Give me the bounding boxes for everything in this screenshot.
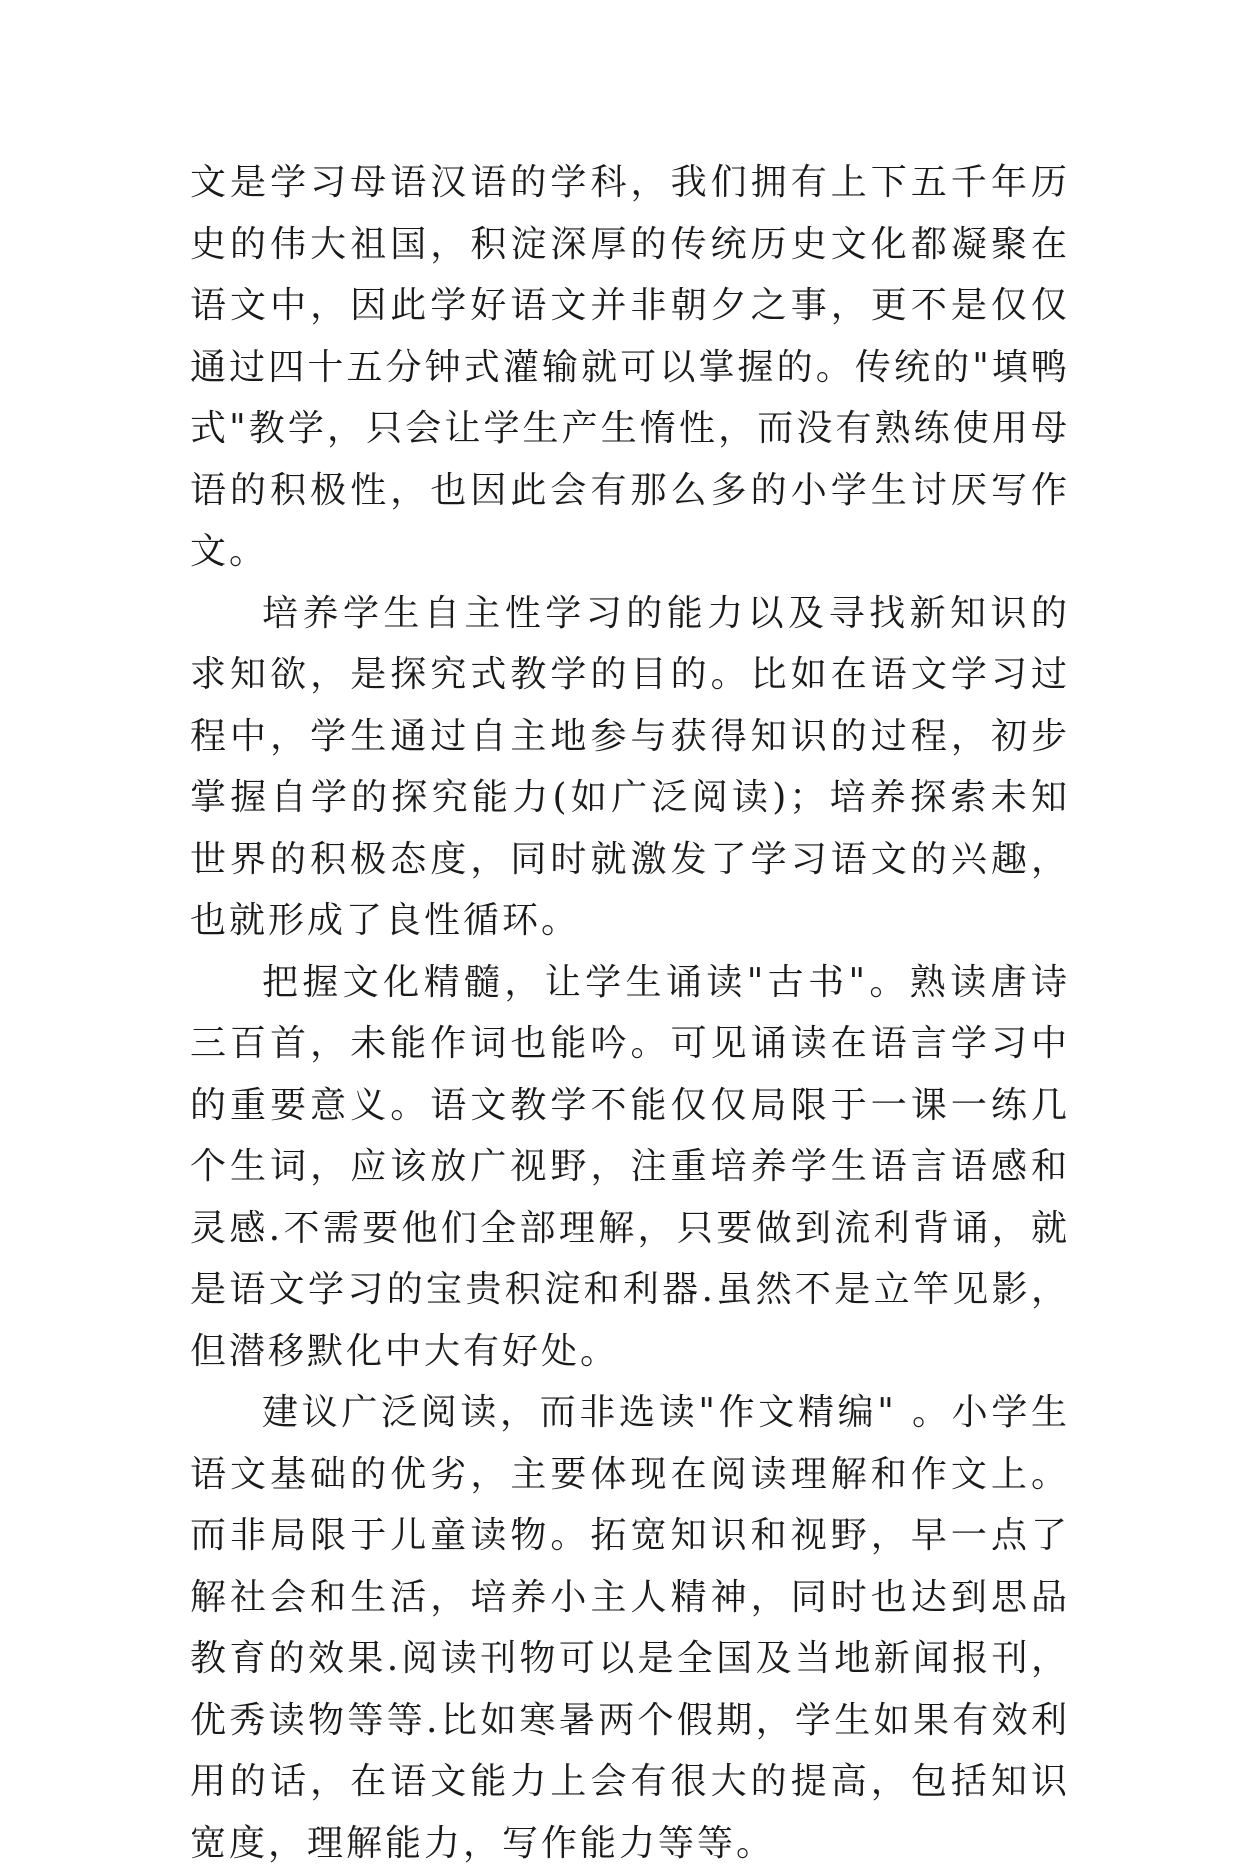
paragraph-1: 文是学习母语汉语的学科，我们拥有上下五千年历史的伟大祖国，积淀深厚的传统历史文化都凝聚在语文中，因此学好语文并非朝夕之事，更不是仅仅通过四十五分钟式灌输就可以掌握的。传统的"填鸭式"教学，只会让学生产生惰性，而没有熟练使用母语的积极性，也因此会有那么多的小学生讨厌写作文。 [190, 162, 1070, 572]
document-page [190, 152, 1070, 1874]
paragraph-2: 培养学生自主性学习的能力以及寻找新知识的求知欲，是探究式教学的目的。比如在语文学习过程中，学生通过自主地参与获得知识的过程，初步掌握自学的探究能力(如广泛阅读)；培养探索未知世界的积极态度，同时就激发了学习语文的兴趣，也就形成了良性循环。 [190, 592, 1070, 941]
paragraph-3: 把握文化精髓，让学生诵读"古书"。熟读唐诗三百首，未能作词也能吟。可见诵读在语言学习中的重要意义。语文教学不能仅仅局限于一课一练几个生词，应该放广视野，注重培养学生语言语感和灵感.不需要他们全部理解，只要做到流利背诵，就是语文学习的宝贵积淀和利器.虽然不是立竿见影，但潜移默化中大有好处。 [190, 961, 1070, 1372]
paragraph-4: 建议广泛阅读，而非选读"作文精编" 。小学生语文基础的优劣，主要体现在阅读理解和作文上。而非局限于儿童读物。拓宽知识和视野，早一点了解社会和生活，培养小主人精神，同时也达到思品教育的效果.阅读刊物可以是全国及当地新闻报刊，优秀读物等等.比如寒暑两个假期，学生如果有效利用的话，在语文能力上会有很大的提高，包括知识宽度，理解能力，写作能力等等。 [190, 1392, 1070, 1864]
